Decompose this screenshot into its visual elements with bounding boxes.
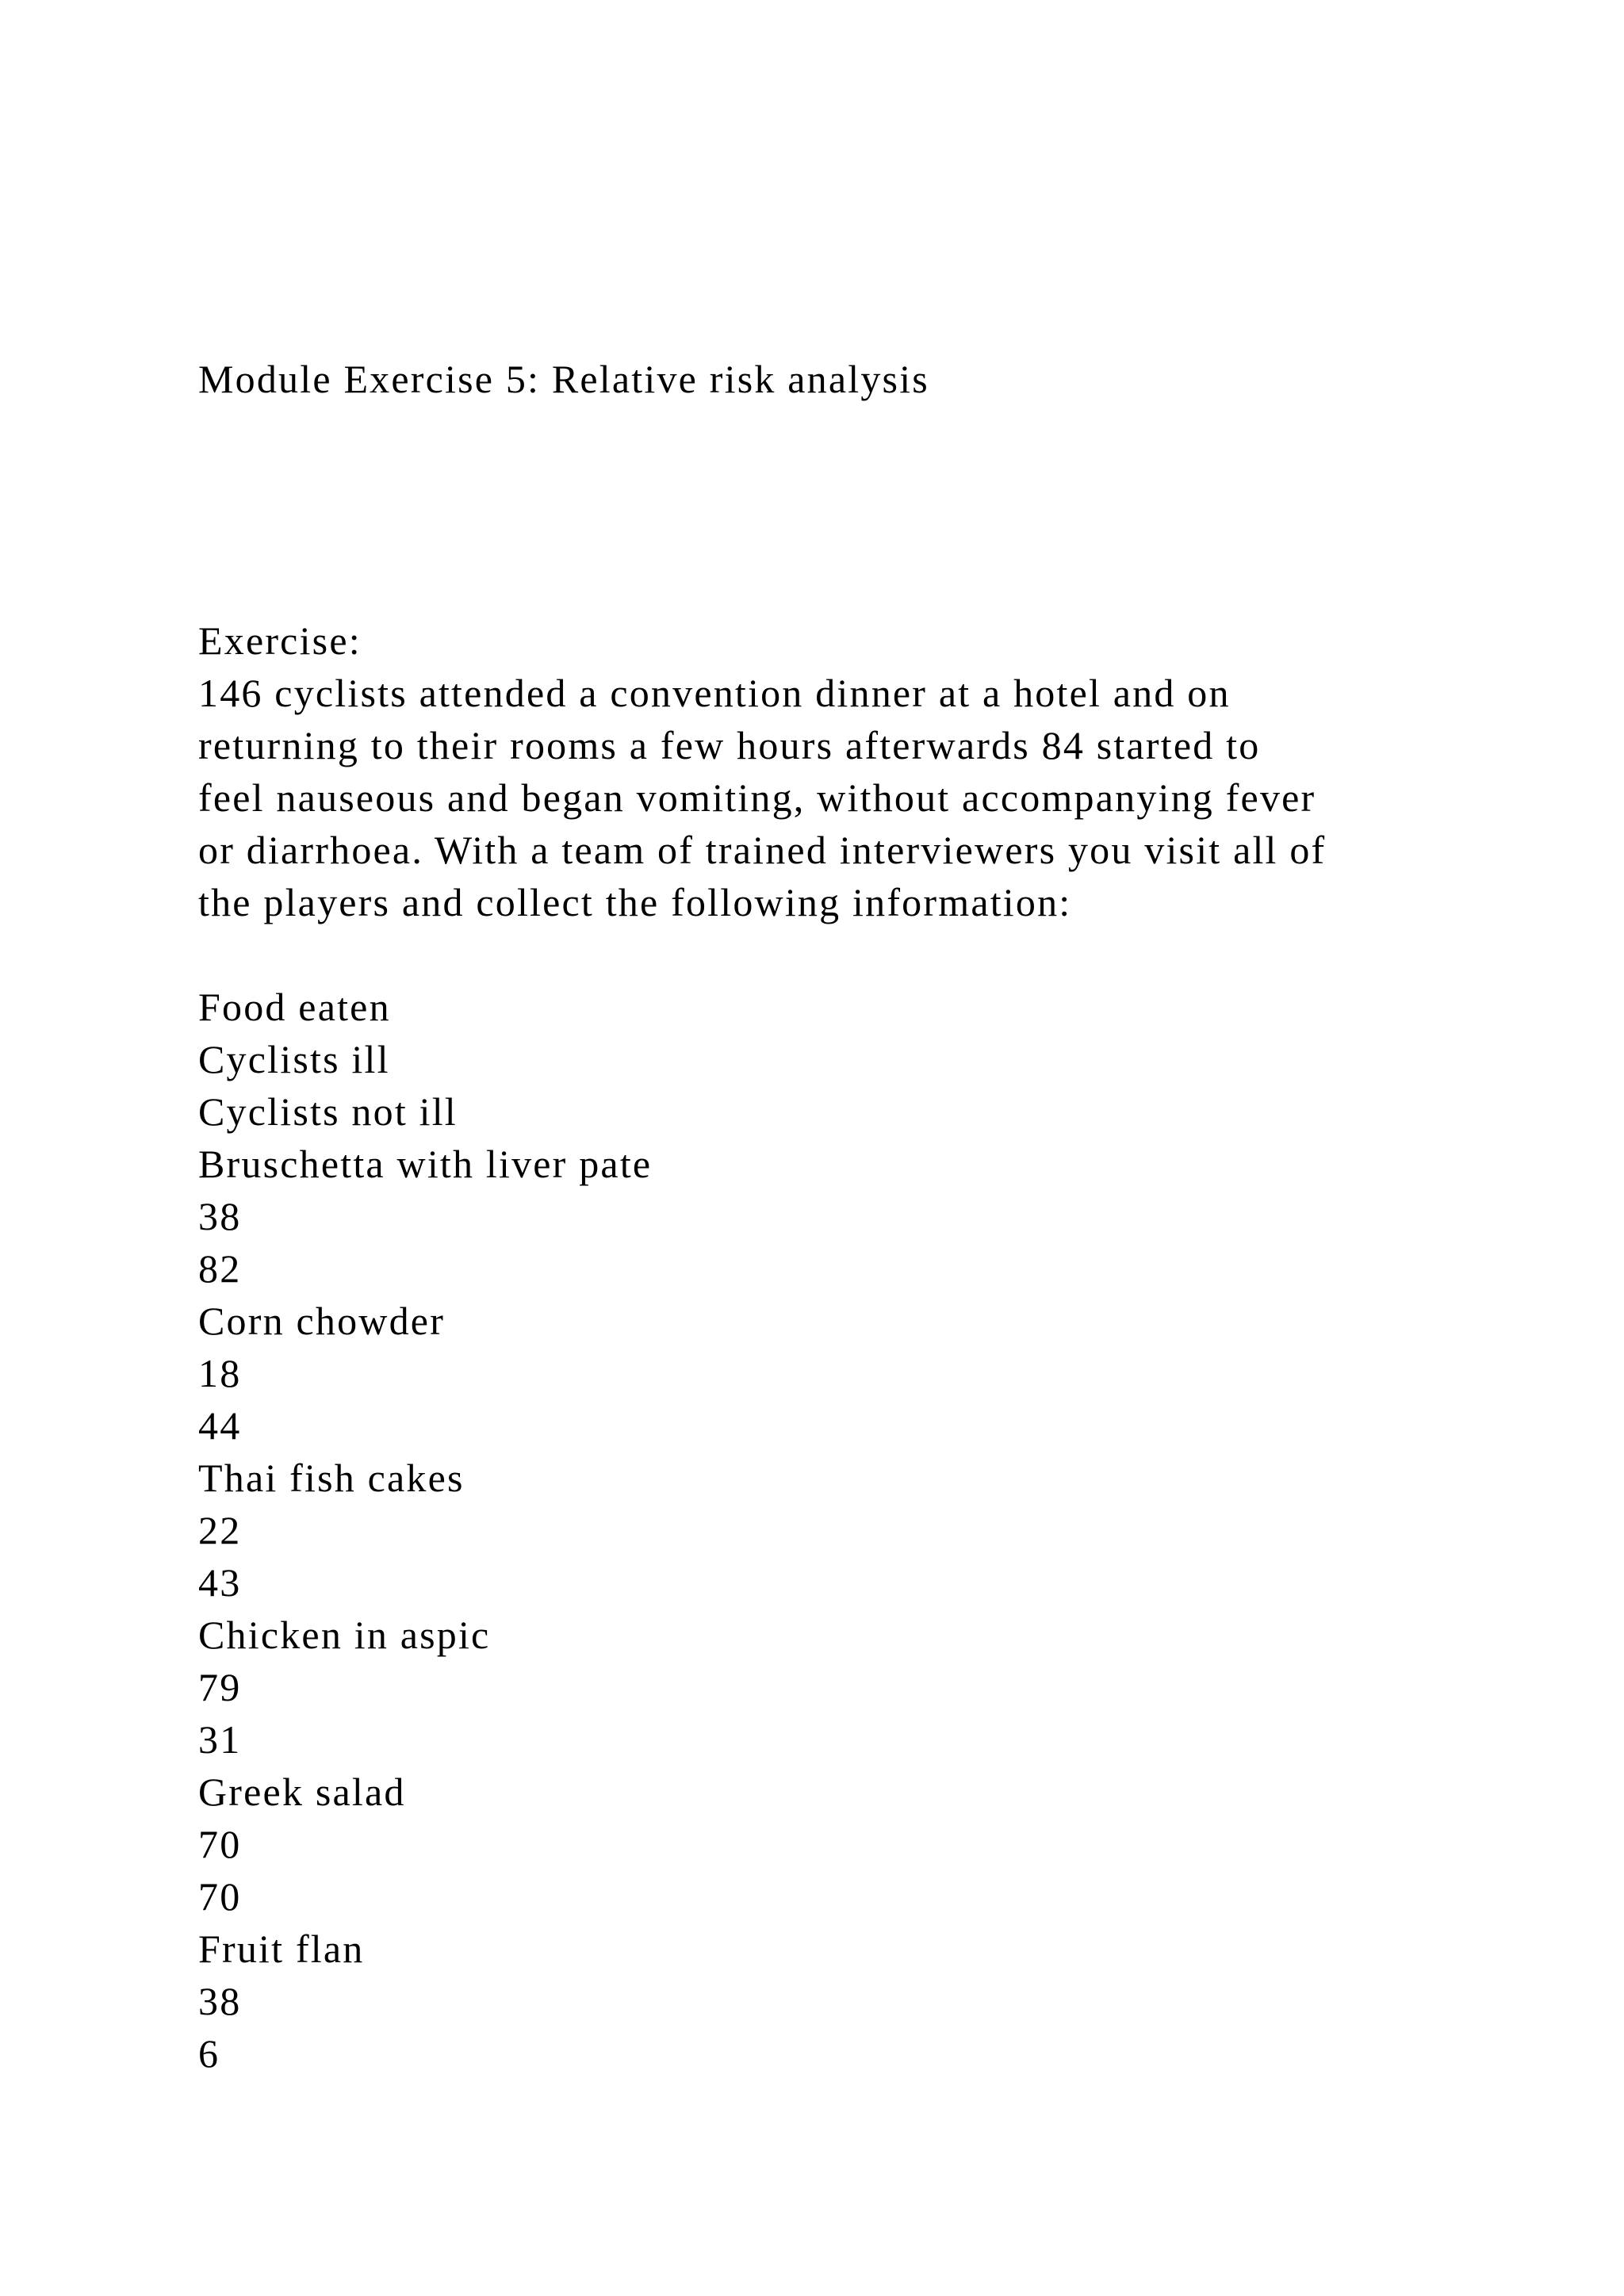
document-title: Module Exercise 5: Relative risk analysis <box>198 357 929 401</box>
table-cell-not-ill: 44 <box>198 1403 242 1448</box>
paragraph-line: or diarrhoea. With a team of trained interviewers you visit all of <box>198 828 1327 872</box>
table-header-not-ill: Cyclists not ill <box>198 1089 458 1134</box>
table-cell-ill: 70 <box>198 1822 242 1866</box>
paragraph-line: 146 cyclists attended a convention dinner at a hotel and on <box>198 671 1231 715</box>
table-cell-ill: 38 <box>198 1194 242 1238</box>
table-cell-ill: 22 <box>198 1508 242 1552</box>
table-header-food: Food eaten <box>198 985 391 1029</box>
table-cell-not-ill: 82 <box>198 1246 242 1291</box>
table-cell-not-ill: 6 <box>198 2031 220 2076</box>
exercise-heading: Exercise: <box>198 618 362 663</box>
table-cell-ill: 38 <box>198 1979 242 2023</box>
table-cell-ill: 79 <box>198 1665 242 1709</box>
paragraph-line: returning to their rooms a few hours afterwards 84 started to <box>198 723 1261 767</box>
table-cell-food: Fruit flan <box>198 1927 365 1971</box>
table-cell-food: Thai fish cakes <box>198 1456 465 1500</box>
table-cell-food: Corn chowder <box>198 1299 446 1343</box>
table-cell-not-ill: 43 <box>198 1560 242 1605</box>
table-cell-not-ill: 70 <box>198 1874 242 1919</box>
table-cell-food: Greek salad <box>198 1770 406 1814</box>
table-cell-not-ill: 31 <box>198 1717 242 1762</box>
table-cell-food: Chicken in aspic <box>198 1613 491 1657</box>
paragraph-line: feel nauseous and began vomiting, without accompanying fever <box>198 775 1316 820</box>
table-cell-ill: 18 <box>198 1351 242 1395</box>
paragraph-line: the players and collect the following information: <box>198 880 1072 924</box>
table-cell-food: Bruschetta with liver pate <box>198 1142 653 1186</box>
table-header-ill: Cyclists ill <box>198 1037 390 1081</box>
